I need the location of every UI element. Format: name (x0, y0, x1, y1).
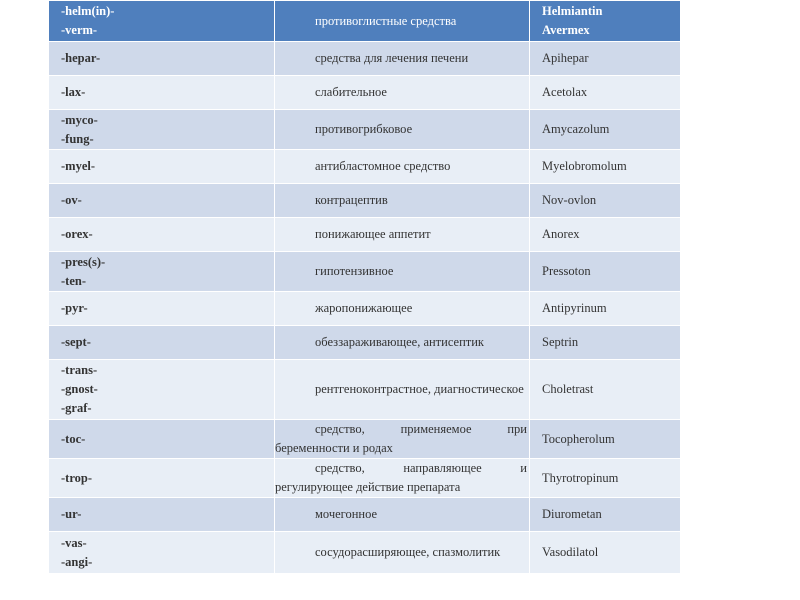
root-line: -ov- (61, 193, 82, 207)
meaning-cell (275, 292, 530, 326)
table-row (49, 42, 681, 76)
root-cell (49, 498, 275, 532)
meaning-cell (275, 420, 530, 459)
root-line: -angi- (61, 554, 93, 569)
table-header-row (49, 1, 681, 42)
table-row (49, 150, 681, 184)
meaning-text: мочегонное (315, 507, 378, 521)
root-line: -sept- (61, 335, 91, 349)
meaning-cell (275, 252, 530, 292)
root-line: -myco- (61, 112, 98, 127)
root-cell (49, 218, 275, 252)
root-line: -graf- (61, 401, 92, 415)
table-row (49, 326, 681, 360)
meaning-text: рентгеноконтрастное, диагностическое (315, 382, 524, 396)
meaning-cell (275, 76, 530, 110)
meaning-cell (275, 498, 530, 532)
example-text: Diurometan (542, 507, 602, 521)
root-line: -trans- (61, 363, 98, 377)
meaning-cell (275, 218, 530, 252)
drug-roots-table (48, 0, 681, 574)
root-cell (49, 76, 275, 110)
example-text: Septrin (542, 335, 579, 349)
table-row (49, 292, 681, 326)
meaning-text: средства для лечения печени (315, 51, 469, 65)
example-cell (530, 498, 681, 532)
header-root-line: -verm- (61, 23, 98, 37)
header-root-line: -helm(in)- (61, 4, 115, 18)
example-cell (530, 252, 681, 292)
root-line: -fung- (61, 131, 94, 146)
meaning-cell (275, 150, 530, 184)
example-text: Nov-ovlon (542, 193, 597, 207)
meaning-cell (275, 110, 530, 150)
meaning-text: обеззараживающее, антисептик (315, 335, 484, 349)
root-cell (49, 292, 275, 326)
root-cell (49, 252, 275, 292)
root-line: -lax- (61, 85, 86, 99)
example-text: Pressoton (542, 264, 591, 278)
meaning-text: жаропонижающее (315, 301, 413, 315)
example-text: Thyrotropinum (542, 470, 619, 485)
table-row (49, 110, 681, 150)
example-cell (530, 292, 681, 326)
table-row (49, 184, 681, 218)
root-cell (49, 110, 275, 150)
example-text: Tocopherolum (542, 431, 615, 446)
root-line: -hepar- (61, 51, 101, 65)
meaning-cell (275, 42, 530, 76)
table-row (49, 360, 681, 420)
meaning-text: антибластомное средство (315, 159, 451, 173)
table-row (49, 218, 681, 252)
root-line: -vas- (61, 535, 87, 550)
example-cell (530, 326, 681, 360)
table-row (49, 498, 681, 532)
example-cell (530, 420, 681, 459)
roots-table-container (48, 0, 680, 574)
root-line: -pres(s)- (61, 254, 106, 269)
meaning-text: противогрибковое (315, 122, 413, 136)
example-cell (530, 42, 681, 76)
meaning-text: средство, применяемое при беременности и родах (275, 422, 527, 455)
meaning-cell (275, 459, 530, 498)
table-row (49, 252, 681, 292)
example-text: Amycazolum (542, 122, 610, 136)
root-line: -pyr- (61, 301, 88, 315)
root-cell (49, 459, 275, 498)
example-cell (530, 360, 681, 420)
meaning-cell (275, 184, 530, 218)
root-line: -toc- (61, 431, 86, 446)
root-line: -ten- (61, 273, 86, 288)
root-line: -trop- (61, 470, 93, 485)
meaning-text: контрацептив (315, 193, 388, 207)
root-line: -orex- (61, 227, 93, 241)
example-text: Vasodilatol (542, 545, 599, 559)
table-row (49, 420, 681, 459)
example-cell (530, 532, 681, 574)
example-cell (530, 110, 681, 150)
example-text: Acetolax (542, 85, 588, 99)
example-text: Myelobromolum (542, 159, 627, 173)
header-example-line: Helmiantin (542, 4, 603, 18)
meaning-text: сосудорасширяющее, спазмолитик (315, 545, 501, 559)
example-text: Apihepar (542, 51, 589, 65)
meaning-text: понижающее аппетит (315, 227, 431, 241)
table-row (49, 459, 681, 498)
example-text: Anorex (542, 227, 580, 241)
root-cell (49, 420, 275, 459)
root-line: -ur- (61, 507, 82, 521)
meaning-cell (275, 532, 530, 574)
root-cell (49, 184, 275, 218)
root-cell (49, 532, 275, 574)
example-cell (530, 184, 681, 218)
root-line: -myel- (61, 159, 96, 173)
meaning-text: средство, направляющее и регулирующее действие препарата (275, 461, 527, 494)
example-cell (530, 459, 681, 498)
example-cell (530, 150, 681, 184)
root-cell (49, 150, 275, 184)
table-row (49, 76, 681, 110)
meaning-cell (275, 360, 530, 420)
root-cell (49, 360, 275, 420)
root-cell (49, 42, 275, 76)
header-example-cell (530, 1, 681, 42)
header-meaning-text: противоглистные средства (315, 13, 457, 28)
example-text: Antipyrinum (542, 301, 607, 315)
table-row (49, 532, 681, 574)
meaning-cell (275, 326, 530, 360)
example-cell (530, 76, 681, 110)
header-meaning-cell (275, 1, 530, 42)
header-root-cell (49, 1, 275, 42)
root-cell (49, 326, 275, 360)
header-example-line: Avermex (542, 23, 590, 37)
root-line: -gnost- (61, 382, 98, 396)
example-cell (530, 218, 681, 252)
meaning-text: гипотензивное (315, 264, 394, 278)
example-text: Choletrast (542, 382, 594, 396)
meaning-text: слабительное (315, 85, 387, 99)
